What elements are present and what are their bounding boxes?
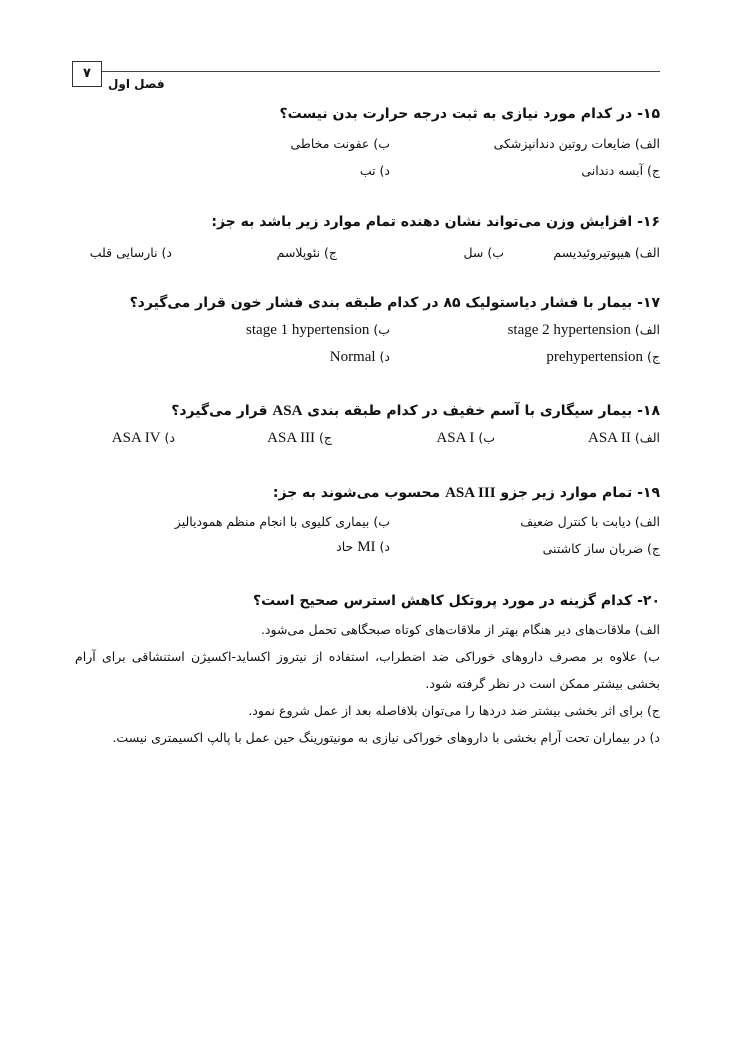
q17-option-b: [246, 322, 390, 339]
question-20: ۲۰- کدام گزینه در مورد پروتکل کاهش استرس صحیح است؟: [252, 593, 660, 609]
question-15: ۱۵- در کدام مورد نیازی به ثبت درجه حرارت بدن نیست؟: [279, 106, 660, 122]
q20-option-d: د) در بیماران تحت آرام بخشی با داروهای خوراکی نیازی به مونیتورینگ حین عمل با پالپ اکسیمتری نیست.: [112, 730, 660, 745]
q17-option-b-label: ب): [373, 322, 390, 337]
q20-option-a: الف) ملاقات‌های دیر هنگام بهتر از ملاقات‌های کوتاه صبحگاهی تحمل می‌شود.: [260, 622, 660, 637]
q19-option-c: ج) ضربان ساز کاشتنی: [542, 541, 660, 556]
q19-title-post: محسوب می‌شوند به جز:: [272, 485, 441, 501]
q15-option-b: ب) عفونت مخاطی: [290, 136, 390, 151]
q16-option-c: ج) نئوپلاسم: [276, 245, 337, 260]
q20-option-b: ب) علاوه بر مصرف داروهای خوراکی ضد اضطراب، استفاده از نیتروز اکساید-اکسیژن استنشاقی برای آرام بخشی بیشتر ممکن است در نظر گرفته شود.: [75, 649, 660, 691]
q16-option-a: الف) هیپوتیروئیدیسم: [553, 245, 660, 260]
q17-option-c-text: prehypertension: [546, 349, 644, 365]
q17-option-b-text: stage 1 hypertension: [246, 322, 370, 338]
q19-option-d-text: حاد: [336, 539, 354, 554]
q18-option-a-label: الف): [634, 430, 660, 445]
q16-option-d: د) نارسایی قلب: [89, 245, 172, 260]
q18-option-c: [267, 430, 332, 447]
q16-option-b: ب) سل: [463, 245, 504, 260]
q15-option-c: ج) آبسه دندانی: [581, 163, 660, 178]
q17-option-d: [330, 349, 390, 366]
q19-option-a: الف) دیابت با کنترل ضعیف: [520, 514, 660, 529]
q17-option-c-label: ج): [647, 349, 660, 364]
q18-title-post: قرار می‌گیرد؟: [171, 403, 268, 419]
question-18: [171, 403, 660, 420]
question-16: ۱۶- افزایش وزن می‌تواند نشان دهنده تمام موارد زیر باشد به جز:: [211, 214, 660, 230]
question-17: ۱۷- بیمار با فشار دیاستولیک ۸۵ در کدام طبقه بندی فشار خون قرار می‌گیرد؟: [129, 295, 660, 311]
q17-option-a: [508, 322, 660, 339]
q19-option-d-mi: MI: [357, 539, 376, 555]
q18-option-b-label: ب): [478, 430, 495, 445]
q18-option-b: [436, 430, 495, 447]
q18-option-d-text: ASA IV: [111, 430, 161, 446]
q19-option-b: ب) بیماری کلیوی با انجام منظم همودیالیز: [174, 514, 390, 529]
q18-option-c-text: ASA III: [267, 430, 316, 446]
page-number: ۷: [72, 61, 102, 87]
q17-option-d-label: د): [379, 349, 390, 364]
q18-option-d-label: د): [164, 430, 175, 445]
q18-title-pre: ۱۸- بیمار سیگاری با آسم خفیف در کدام طبقه بندی: [307, 403, 660, 419]
q15-option-d: د) تب: [359, 163, 390, 178]
q17-option-d-text: Normal: [329, 349, 376, 365]
q17-option-c: [546, 349, 660, 366]
q18-title-asa: ASA: [272, 403, 303, 419]
q15-option-a: الف) ضایعات روتین دندانپزشکی: [493, 136, 660, 151]
q18-option-a: [588, 430, 660, 447]
q17-option-a-text: stage 2 hypertension: [507, 322, 631, 338]
q18-option-d: [112, 430, 175, 447]
q19-title-pre: ۱۹- تمام موارد زیر جزو: [500, 485, 660, 501]
question-19: [273, 485, 660, 502]
q18-option-c-label: ج): [319, 430, 332, 445]
q18-option-b-text: ASA I: [436, 430, 475, 446]
q19-option-d: [336, 539, 390, 556]
header-rule: [100, 71, 660, 72]
q18-option-a-text: ASA II: [587, 430, 631, 446]
chapter-title: فصل اول: [108, 77, 165, 91]
q17-option-a-label: الف): [634, 322, 660, 337]
q19-title-asa: ASA III: [445, 485, 496, 501]
q20-option-c: ج) برای اثر بخشی بیشتر ضد دردها را می‌توان بلافاصله بعد از عمل شروع نمود.: [248, 703, 660, 718]
q19-option-d-label: د): [379, 539, 390, 554]
